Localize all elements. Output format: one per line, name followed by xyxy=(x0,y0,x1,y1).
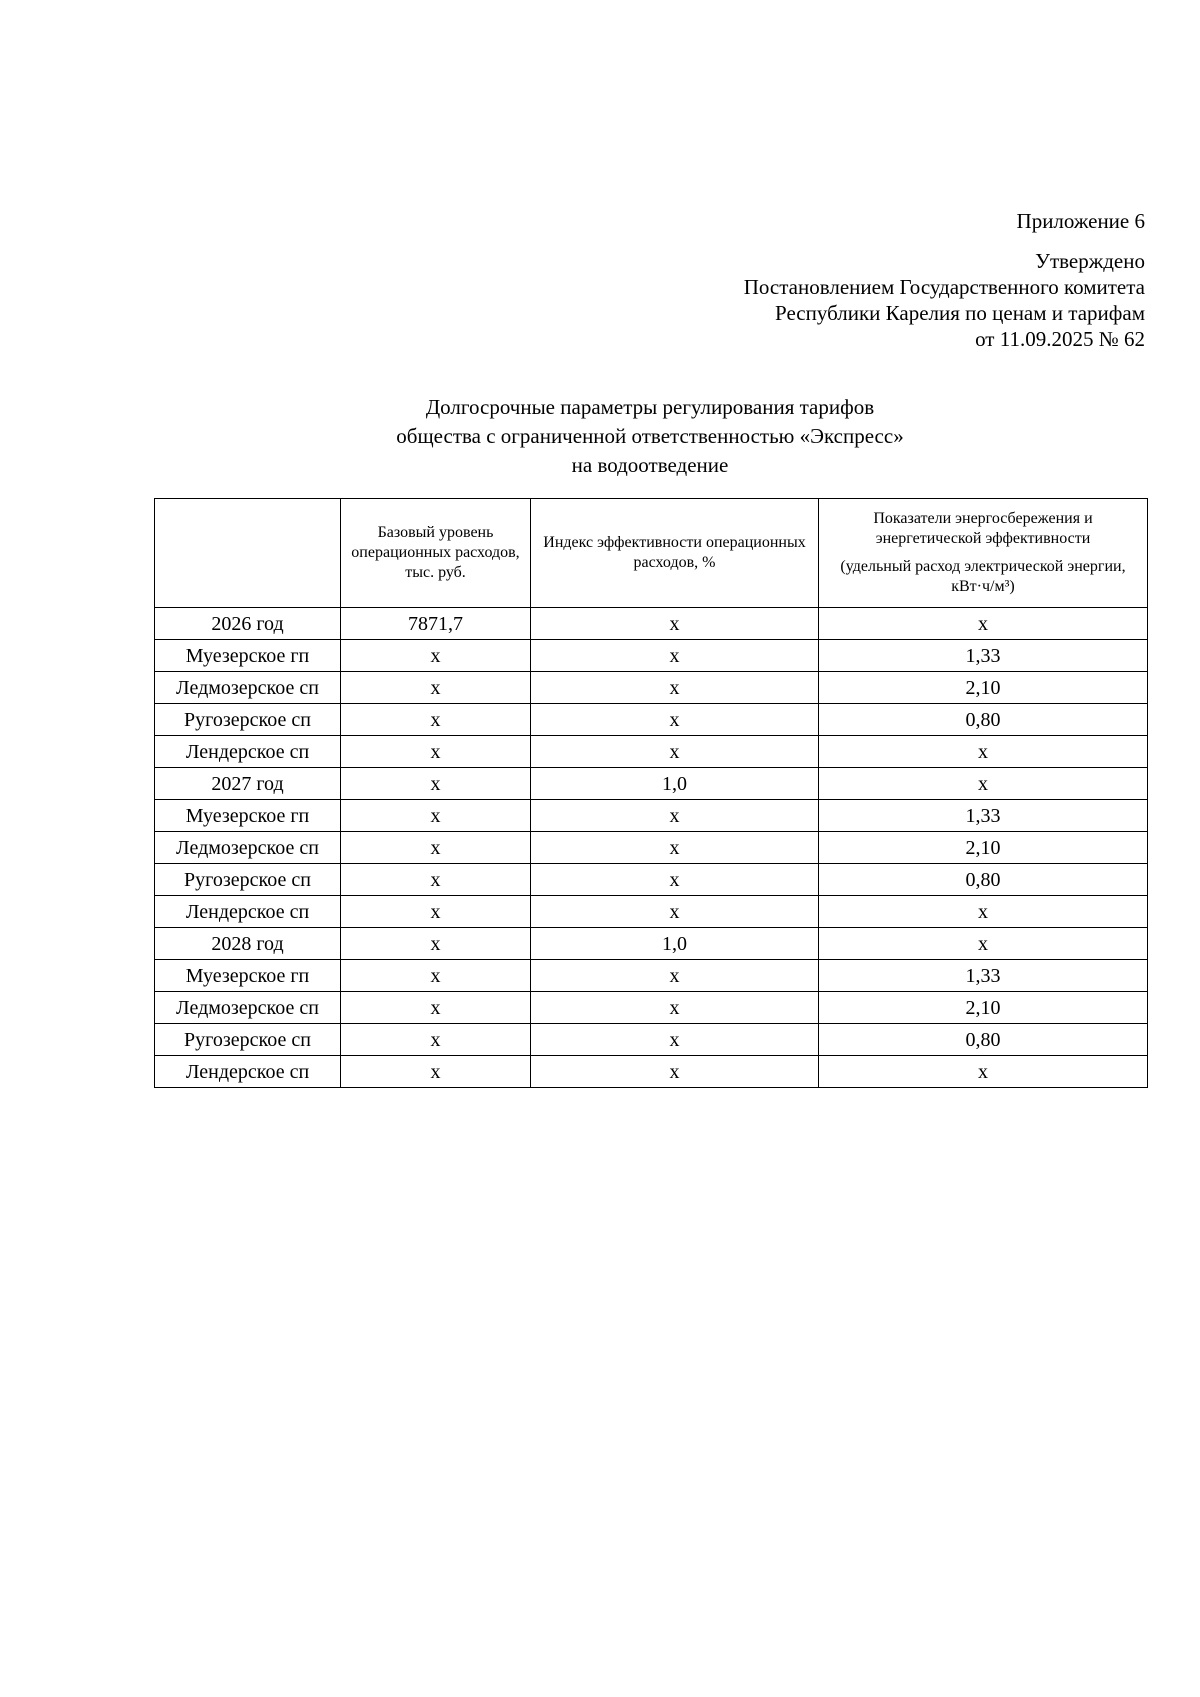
cell-energy-consumption: 2,10 xyxy=(819,832,1148,864)
approval-line: Постановлением Государственного комитета xyxy=(743,275,1145,299)
cell-base-opex: х xyxy=(341,640,531,672)
cell-efficiency-index: х xyxy=(531,1024,819,1056)
table-row xyxy=(155,864,1148,896)
column-header-entity xyxy=(155,499,341,608)
cell-base-opex: х xyxy=(341,736,531,768)
cell-entity: Муезерское гп xyxy=(155,800,341,832)
cell-entity: Ледмозерское сп xyxy=(155,992,341,1024)
cell-base-opex: 7871,7 xyxy=(341,608,531,640)
cell-efficiency-index: х xyxy=(531,896,819,928)
cell-efficiency-index: 1,0 xyxy=(531,768,819,800)
cell-entity: 2027 год xyxy=(155,768,341,800)
appendix-label: Приложение 6 xyxy=(1016,209,1145,233)
parameters-table xyxy=(154,498,1148,1088)
title-line: общества с ограниченной ответственностью «Экспресс» xyxy=(396,424,904,448)
table-row xyxy=(155,832,1148,864)
cell-energy-consumption: 0,80 xyxy=(819,1024,1148,1056)
cell-entity: Ругозерское сп xyxy=(155,704,341,736)
cell-energy-consumption: 2,10 xyxy=(819,672,1148,704)
cell-efficiency-index: х xyxy=(531,992,819,1024)
cell-base-opex: х xyxy=(341,1056,531,1088)
cell-efficiency-index: х xyxy=(531,672,819,704)
cell-efficiency-index: х xyxy=(531,960,819,992)
cell-efficiency-index: х xyxy=(531,608,819,640)
cell-energy-consumption: 0,80 xyxy=(819,864,1148,896)
cell-entity: Лендерское сп xyxy=(155,896,341,928)
table-row xyxy=(155,960,1148,992)
column-header-base-opex: Базовый уровень операционных расходов, тыс. руб. xyxy=(341,499,531,608)
column-header-efficiency-index: Индекс эффективности операционных расходов, % xyxy=(531,499,819,608)
cell-base-opex: х xyxy=(341,704,531,736)
cell-entity: 2028 год xyxy=(155,928,341,960)
cell-entity: Лендерское сп xyxy=(155,736,341,768)
cell-efficiency-index: х xyxy=(531,832,819,864)
cell-base-opex: х xyxy=(341,1024,531,1056)
cell-efficiency-index: х xyxy=(531,640,819,672)
column-header-energy-note: (удельный расход электрической энергии, кВт·ч/м³) xyxy=(840,558,1126,595)
cell-base-opex: х xyxy=(341,672,531,704)
cell-entity: Ругозерское сп xyxy=(155,1024,341,1056)
table-row xyxy=(155,768,1148,800)
cell-base-opex: х xyxy=(341,768,531,800)
cell-entity: Муезерское гп xyxy=(155,640,341,672)
cell-efficiency-index: х xyxy=(531,800,819,832)
cell-energy-consumption: х xyxy=(819,896,1148,928)
cell-entity: Ледмозерское сп xyxy=(155,672,341,704)
title-line: на водоотведение xyxy=(571,453,729,477)
cell-energy-consumption: 1,33 xyxy=(819,640,1148,672)
title-line: Долгосрочные параметры регулирования тарифов xyxy=(425,395,875,419)
table-row xyxy=(155,1024,1148,1056)
cell-efficiency-index: х xyxy=(531,1056,819,1088)
cell-base-opex: х xyxy=(341,928,531,960)
column-header-energy-indicators xyxy=(819,499,1148,608)
cell-energy-consumption: 0,80 xyxy=(819,704,1148,736)
cell-entity: Ругозерское сп xyxy=(155,864,341,896)
cell-energy-consumption: 1,33 xyxy=(819,800,1148,832)
cell-base-opex: х xyxy=(341,992,531,1024)
column-header-energy-title: Показатели энергосбережения и энергетической эффективности xyxy=(873,510,1093,547)
table-row xyxy=(155,1056,1148,1088)
cell-base-opex: х xyxy=(341,896,531,928)
cell-energy-consumption: х xyxy=(819,608,1148,640)
cell-base-opex: х xyxy=(341,864,531,896)
cell-energy-consumption: х xyxy=(819,768,1148,800)
table-row xyxy=(155,800,1148,832)
cell-entity: Муезерское гп xyxy=(155,960,341,992)
cell-efficiency-index: х xyxy=(531,736,819,768)
approval-line: Утверждено xyxy=(1035,249,1145,273)
cell-base-opex: х xyxy=(341,800,531,832)
table-row xyxy=(155,928,1148,960)
approval-block xyxy=(744,248,1145,352)
table-body xyxy=(155,608,1148,1088)
table-row xyxy=(155,992,1148,1024)
cell-entity: Ледмозерское сп xyxy=(155,832,341,864)
cell-energy-consumption: х xyxy=(819,1056,1148,1088)
cell-energy-consumption: х xyxy=(819,928,1148,960)
table-header-row xyxy=(155,499,1148,608)
table-row xyxy=(155,896,1148,928)
cell-entity: Лендерское сп xyxy=(155,1056,341,1088)
table-row xyxy=(155,672,1148,704)
cell-efficiency-index: х xyxy=(531,864,819,896)
table-row xyxy=(155,608,1148,640)
approval-line: Республики Карелия по ценам и тарифам xyxy=(775,301,1145,325)
cell-efficiency-index: х xyxy=(531,704,819,736)
approval-line: от 11.09.2025 № 62 xyxy=(975,327,1145,351)
cell-energy-consumption: 1,33 xyxy=(819,960,1148,992)
document-title xyxy=(154,393,1146,480)
cell-efficiency-index: 1,0 xyxy=(531,928,819,960)
cell-energy-consumption: 2,10 xyxy=(819,992,1148,1024)
table-row xyxy=(155,640,1148,672)
table-row xyxy=(155,736,1148,768)
cell-base-opex: х xyxy=(341,832,531,864)
cell-energy-consumption: х xyxy=(819,736,1148,768)
cell-base-opex: х xyxy=(341,960,531,992)
cell-entity: 2026 год xyxy=(155,608,341,640)
table-row xyxy=(155,704,1148,736)
